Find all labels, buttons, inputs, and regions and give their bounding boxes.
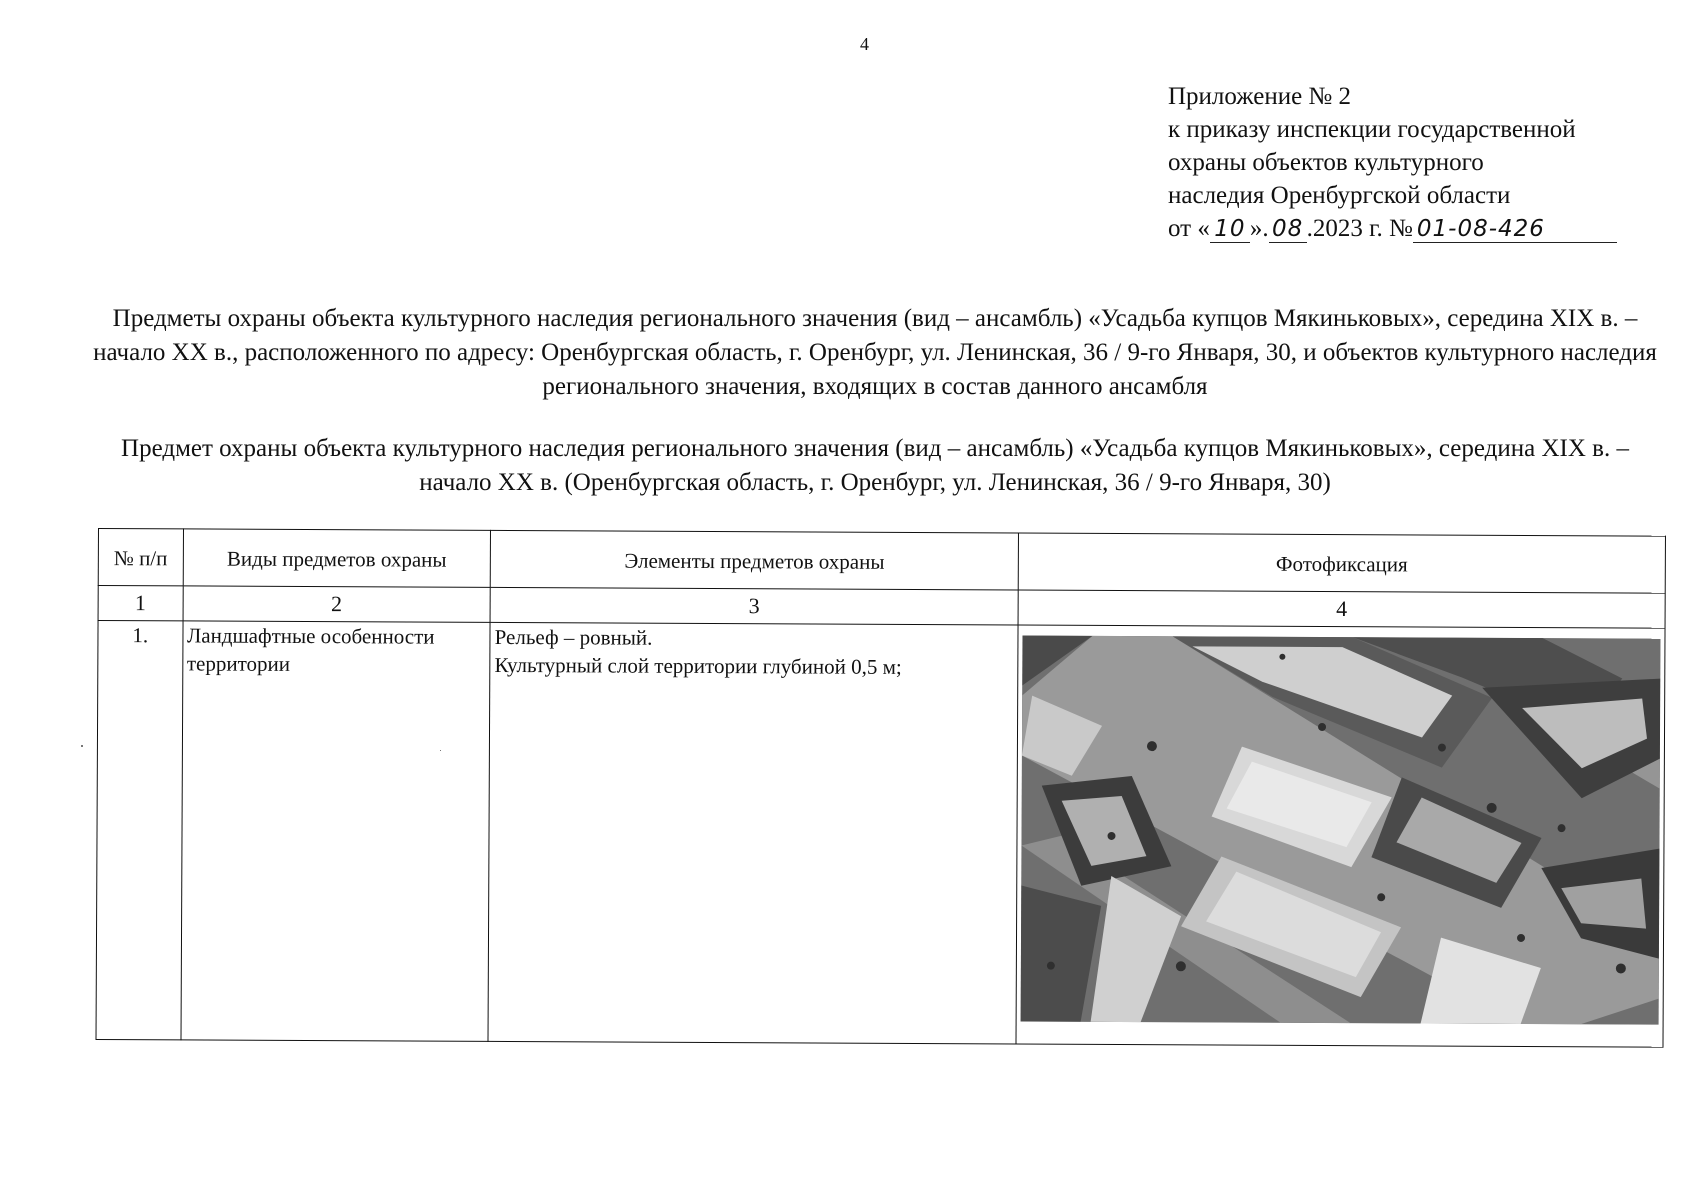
column-number: 1 [98, 586, 183, 621]
document-subtitle: Предмет охраны объекта культурного наследия регионального значения (вид – ансамбль) «Усадьба купцов Мякиньковых», середина XIX в. – начало XX в. (Оренбургская область, г. Оренбург, ул. Ленинская, 36 / 9-го Января, 30) [121, 435, 1629, 496]
row-photo-cell [1016, 625, 1665, 1047]
date-separator: ». [1249, 215, 1269, 242]
date-year-label: .2023 г. № [1306, 215, 1413, 242]
date-prefix: от « [1168, 215, 1210, 242]
appendix-header [1168, 80, 1617, 245]
column-number: 4 [1018, 590, 1665, 628]
appendix-line-protection: охраны объектов культурного [1168, 149, 1484, 176]
column-number: 2 [183, 586, 491, 623]
header-photo: Фотофиксация [1018, 533, 1665, 593]
aerial-photo [1021, 636, 1661, 1025]
column-number: 3 [490, 587, 1018, 625]
handwritten-day: 10 [1210, 216, 1250, 243]
page-number: 4 [860, 34, 869, 54]
row-number: 1. [96, 621, 183, 1040]
header-protection-elements: Элементы предметов охраны [490, 530, 1018, 590]
protection-items-table [95, 528, 1665, 1048]
appendix-line-order: к приказу инспекции государственной [1168, 116, 1576, 143]
appendix-date-line [1168, 212, 1617, 245]
appendix-line-region: наследия Оренбургской области [1168, 182, 1511, 209]
table-header-row [98, 529, 1665, 594]
header-protection-types: Виды предметов охраны [183, 529, 491, 588]
scan-speck [440, 750, 441, 751]
element-cultural-layer: Культурный слой территории глубиной 0,5 м; [494, 652, 902, 679]
scan-speck [81, 745, 83, 747]
appendix-title: Приложение № 2 [1168, 83, 1352, 110]
element-relief: Рельеф – ровный. [494, 624, 653, 650]
document-title: Предметы охраны объекта культурного наследия регионального значения (вид – ансамбль) «Усадьба купцов Мякиньковых», середина XIX в. – начало XX в., расположенного по адресу: Оренбургская область, г. Оренбург, ул. Ленинская, 36 / 9-го Января, 30, и объектов культурного наследия регионального значения, входящих в состав данного ансамбля [93, 305, 1657, 400]
handwritten-month: 08 [1269, 216, 1307, 243]
header-number: № п/п [98, 529, 183, 586]
row-protection-elements [488, 622, 1018, 1044]
handwritten-order-number: 01-08-426 [1413, 216, 1617, 243]
row-protection-type: Ландшафтные особенности территории [181, 621, 491, 1041]
table-row [96, 621, 1665, 1048]
